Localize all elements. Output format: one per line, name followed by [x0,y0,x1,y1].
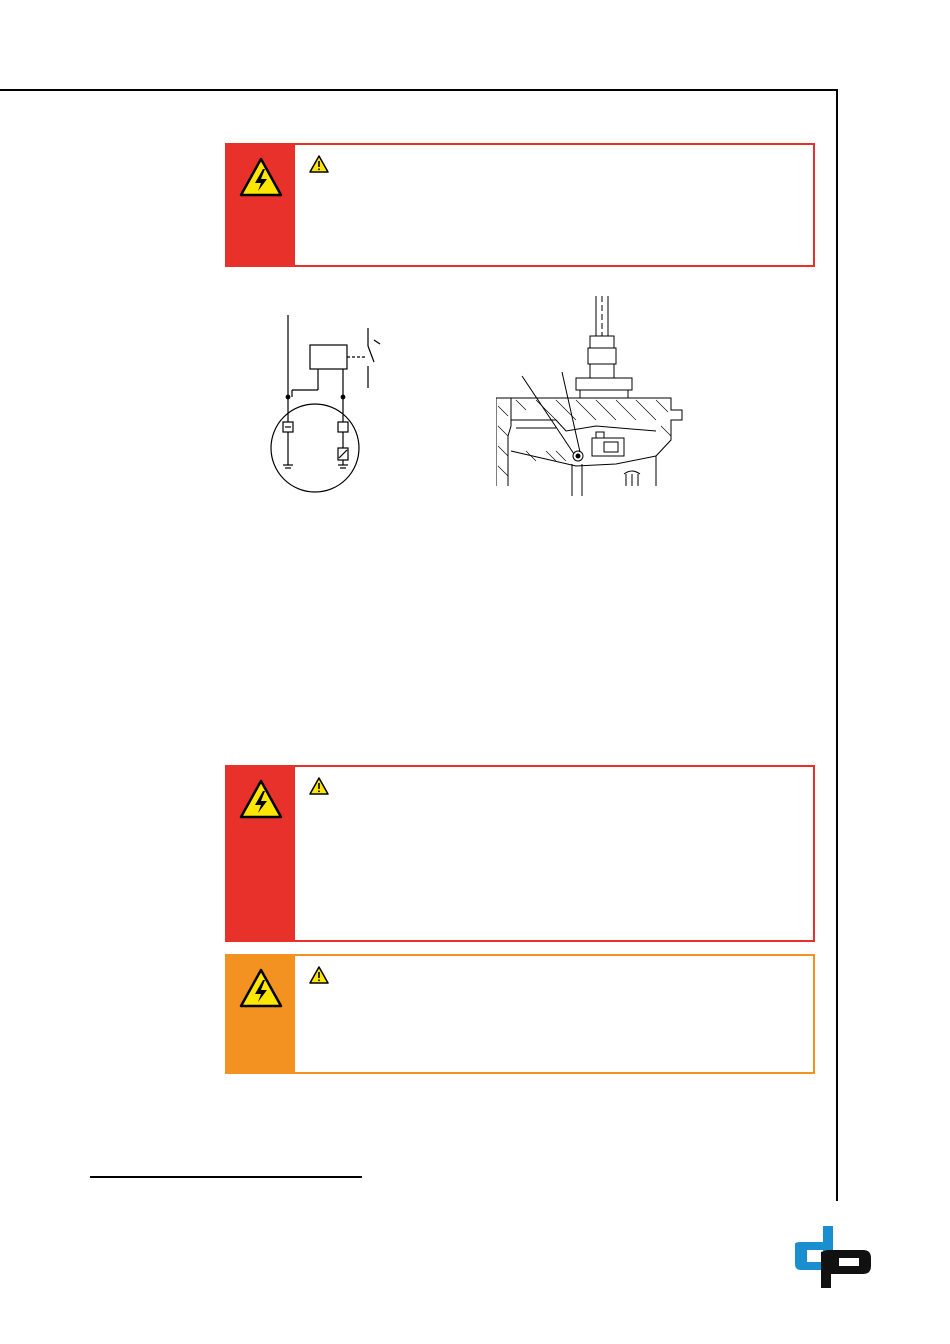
page-frame-right-line [836,89,838,1201]
electric-hazard-icon [239,157,283,197]
notice-sidebar [227,145,295,265]
footnote-rule [90,1176,362,1178]
danger-notice [225,765,815,942]
circuit-diagram [262,310,390,495]
warning-notice [225,954,815,1074]
warning-triangle-icon [309,155,329,173]
notice-sidebar [227,767,295,940]
electric-hazard-icon [239,779,283,819]
notice-sidebar [227,956,295,1072]
page-frame-top-line [0,89,838,91]
dp-logo [793,1220,873,1290]
warning-triangle-icon [309,966,329,984]
warning-triangle-icon [309,777,329,795]
electric-hazard-icon [239,968,283,1008]
pump-cross-section-drawing [496,296,696,502]
danger-notice [225,143,815,267]
